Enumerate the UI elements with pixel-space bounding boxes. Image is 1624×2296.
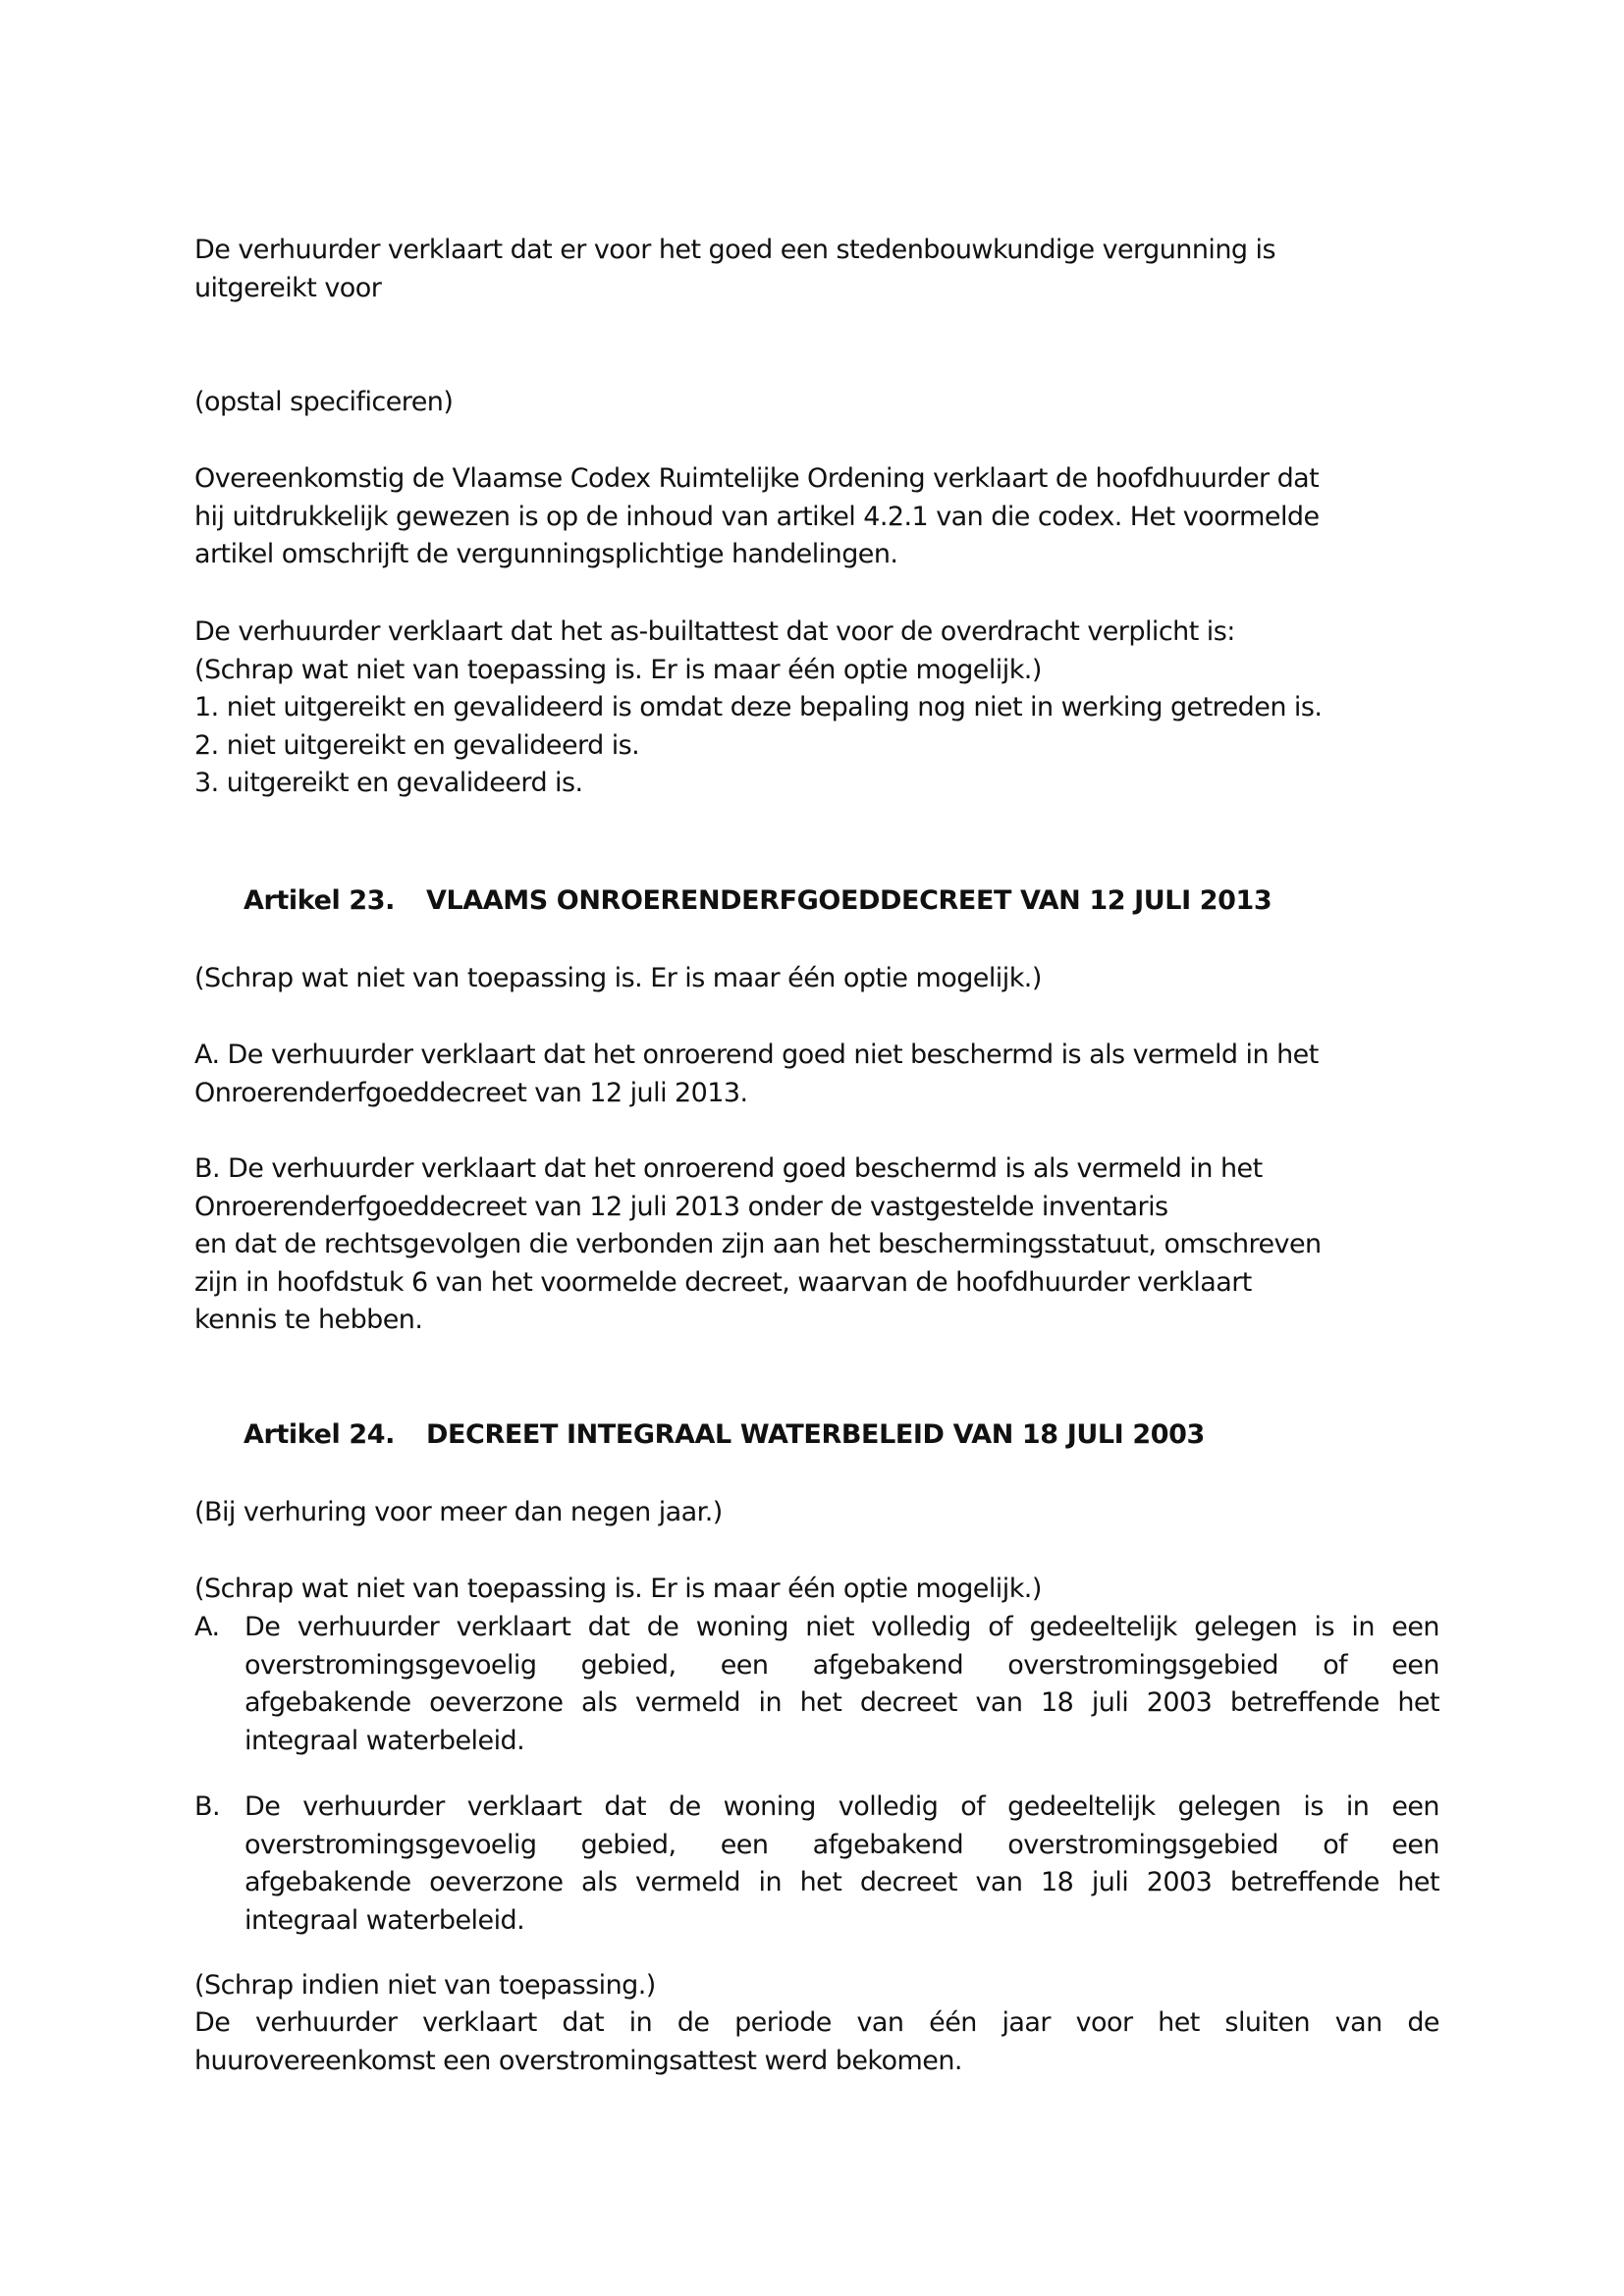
option-body xyxy=(244,1789,1439,1940)
option-3: 3. uitgereikt en gevalideerd is. xyxy=(194,768,583,798)
text-line: Onroerenderfgoeddecreet van 12 juli 2013 onder de vastgestelde inventaris xyxy=(194,1191,1168,1222)
text-line: B. De verhuurder verklaart dat het onroerend goed beschermd is als vermeld in het xyxy=(194,1153,1263,1184)
text-line: artikel omschrijft de vergunningsplichtige handelingen. xyxy=(194,539,898,569)
article-24-heading xyxy=(244,1416,1205,1454)
article-23-option-b xyxy=(194,1150,1441,1340)
text-line: hij uitdrukkelijk gewezen is op de inhoud van artikel 4.2.1 van die codex. Het voormelde xyxy=(194,501,1320,532)
attest-instruction: (Schrap indien niet van toepassing.) xyxy=(194,1970,656,2001)
text-line: De verhuurder verklaart dat de woning niet volledig of gedeeltelijk gelegen is in een xyxy=(244,1612,1439,1642)
text-line: overstromingsgevoelig gebied, een afgebakend overstromingsgebied of een xyxy=(244,1649,1439,1681)
article-23-instruction: (Schrap wat niet van toepassing is. Er is maar één optie mogelijk.) xyxy=(194,963,1042,993)
option-marker: A. xyxy=(194,1612,220,1642)
article-23-heading xyxy=(244,882,1272,920)
text-line: overstromingsgevoelig gebied, een afgebakend overstromingsgebied of een xyxy=(244,1829,1439,1860)
article-24-scope-note: (Bij verhuring voor meer dan negen jaar.) xyxy=(194,1497,723,1527)
option-body xyxy=(244,1609,1439,1760)
text-line: en dat de rechtsgevolgen die verbonden zijn aan het beschermingsstatuut, omschreven xyxy=(194,1229,1322,1259)
text-line: afgebakende oeverzone als vermeld in het decreet van 18 juli 2003 betreffende het xyxy=(244,1867,1439,1897)
option-1: 1. niet uitgereikt en gevalideerd is omdat deze bepaling nog niet in werking getreden is. xyxy=(194,692,1323,722)
option-marker: B. xyxy=(194,1791,221,1822)
article-title: DECREET INTEGRAAL WATERBELEID VAN 18 JULI 2003 xyxy=(426,1419,1205,1450)
text-line: integraal waterbeleid. xyxy=(244,1725,525,1756)
article-24-option-b xyxy=(194,1789,1439,1940)
text-line: De verhuurder verklaart dat de woning volledig of gedeeltelijk gelegen is in een xyxy=(244,1791,1439,1822)
text-line: Onroerenderfgoeddecreet van 12 juli 2013. xyxy=(194,1077,748,1108)
article-number: Artikel 23. xyxy=(244,885,396,916)
permit-paragraph xyxy=(194,232,1441,307)
text-line: uitgereikt voor xyxy=(194,272,382,303)
text-line: afgebakende oeverzone als vermeld in het decreet van 18 juli 2003 betreffende het xyxy=(244,1687,1439,1718)
text-line: zijn in hoofdstuk 6 van het voormelde decreet, waarvan de hoofdhuurder verklaart xyxy=(194,1266,1252,1298)
article-number: Artikel 24. xyxy=(244,1419,396,1450)
text-line: Overeenkomstig de Vlaamse Codex Ruimtelijke Ordening verklaart de hoofdhuurder dat xyxy=(194,463,1320,494)
text-line: huurovereenkomst een overstromingsattest werd bekomen. xyxy=(194,2045,962,2076)
text-line: kennis te hebben. xyxy=(194,1305,423,1335)
text-line: A. De verhuurder verklaart dat het onroerend goed niet beschermd is als vermeld in het xyxy=(194,1040,1319,1070)
article-24-option-a xyxy=(194,1609,1439,1760)
article-23-option-a xyxy=(194,1037,1441,1112)
instruction-line: (Schrap wat niet van toepassing is. Er is maar één optie mogelijk.) xyxy=(194,654,1042,685)
attest-paragraph xyxy=(194,2004,1439,2080)
opstal-note: (opstal specificeren) xyxy=(194,387,454,417)
text-line: integraal waterbeleid. xyxy=(244,1904,525,1936)
text-line: De verhuurder verklaart dat het as-builtattest dat voor de overdracht verplicht is: xyxy=(194,616,1235,647)
article-24-instruction: (Schrap wat niet van toepassing is. Er is maar één optie mogelijk.) xyxy=(194,1574,1042,1604)
codex-paragraph xyxy=(194,460,1441,574)
text-line: De verhuurder verklaart dat in de periode van één jaar voor het sluiten van de xyxy=(194,2007,1439,2038)
article-title: VLAAMS ONROERENDERFGOEDDECREET VAN 12 JULI 2013 xyxy=(426,885,1272,916)
asbuilt-paragraph xyxy=(194,614,1441,803)
option-2: 2. niet uitgereikt en gevalideerd is. xyxy=(194,729,640,761)
text-line: De verhuurder verklaart dat er voor het goed een stedenbouwkundige vergunning is xyxy=(194,235,1276,265)
